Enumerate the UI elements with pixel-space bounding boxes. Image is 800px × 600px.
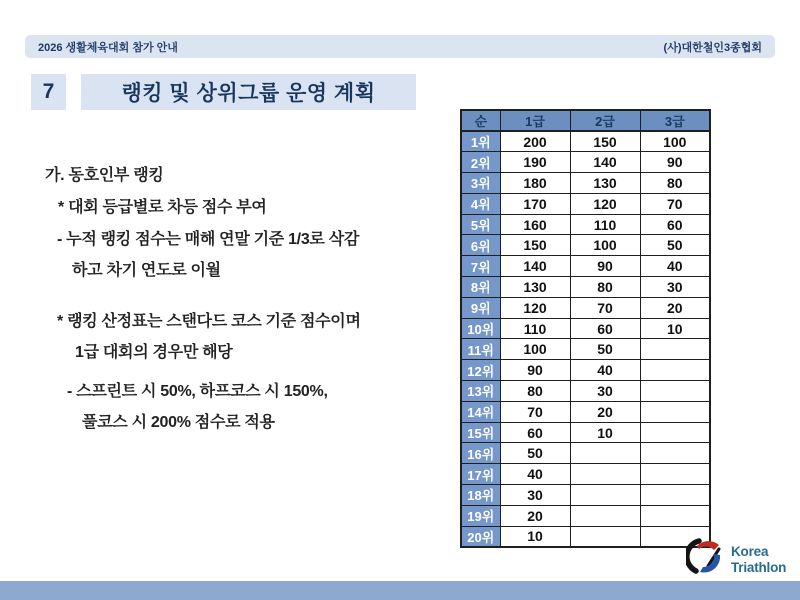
score-cell: 30	[570, 381, 640, 402]
rank-cell: 16위	[461, 443, 500, 464]
score-cell: 130	[500, 277, 570, 298]
table-row	[461, 464, 710, 485]
rank-cell: 5위	[461, 214, 500, 235]
score-cell: 30	[500, 485, 570, 506]
triathlon-swirl-icon	[686, 536, 726, 583]
score-cell: 70	[640, 193, 710, 214]
slide-header-bar	[25, 35, 775, 58]
score-cell: 10	[570, 422, 640, 443]
rank-cell: 17위	[461, 464, 500, 485]
score-cell: 50	[570, 339, 640, 360]
score-cell	[570, 485, 640, 506]
score-cell: 170	[500, 193, 570, 214]
table-header-row	[461, 110, 710, 131]
table-row	[461, 360, 710, 381]
score-cell: 20	[570, 401, 640, 422]
table-row	[461, 339, 710, 360]
rank-cell: 6위	[461, 235, 500, 256]
table-row	[461, 131, 710, 152]
score-cell: 140	[500, 256, 570, 277]
score-cell	[570, 464, 640, 485]
score-cell: 60	[570, 318, 640, 339]
score-cell: 20	[500, 505, 570, 526]
body-line-carry-over: 하고 차기 연도로 이월	[72, 262, 221, 279]
rank-cell: 14위	[461, 401, 500, 422]
table-row	[461, 443, 710, 464]
logo-wordmark	[731, 544, 786, 576]
score-cell: 200	[500, 131, 570, 152]
score-cell	[640, 339, 710, 360]
rank-cell: 19위	[461, 505, 500, 526]
score-cell: 10	[640, 318, 710, 339]
body-line-yearly-reduction: - 누적 랭킹 점수는 매해 연말 기준 1/3로 삭감	[57, 231, 360, 248]
score-cell: 80	[640, 173, 710, 194]
rank-cell: 4위	[461, 193, 500, 214]
table-row	[461, 277, 710, 298]
score-cell	[640, 464, 710, 485]
rank-cell: 10위	[461, 318, 500, 339]
score-cell: 130	[570, 173, 640, 194]
body-line-grade1-only: 1급 대회의 경우만 해당	[75, 344, 233, 361]
ranking-table-container	[460, 109, 711, 548]
header-left-title: 2026 생활체육대회 참가 안내	[38, 41, 178, 54]
score-cell: 20	[640, 297, 710, 318]
score-cell: 100	[640, 131, 710, 152]
score-cell: 100	[500, 339, 570, 360]
score-cell: 40	[500, 464, 570, 485]
section-title: 랭킹 및 상위그룹 운영 계획	[81, 74, 416, 110]
score-cell: 150	[500, 235, 570, 256]
rank-cell: 3위	[461, 173, 500, 194]
rank-cell: 1위	[461, 131, 500, 152]
score-cell: 80	[570, 277, 640, 298]
score-cell: 120	[500, 297, 570, 318]
score-cell	[640, 485, 710, 506]
logo-word-korea: Korea	[731, 543, 769, 559]
rank-cell: 12위	[461, 360, 500, 381]
table-row	[461, 193, 710, 214]
score-cell: 150	[570, 131, 640, 152]
score-cell	[570, 505, 640, 526]
column-header-grade3: 3급	[640, 110, 710, 131]
score-cell	[640, 381, 710, 402]
score-cell	[640, 360, 710, 381]
score-cell: 90	[570, 256, 640, 277]
score-cell: 70	[500, 401, 570, 422]
score-cell: 30	[640, 277, 710, 298]
table-row	[461, 214, 710, 235]
rank-cell: 18위	[461, 485, 500, 506]
score-cell: 70	[570, 297, 640, 318]
score-cell: 120	[570, 193, 640, 214]
score-cell: 140	[570, 152, 640, 173]
rank-cell: 20위	[461, 526, 500, 547]
korea-triathlon-logo	[686, 536, 786, 583]
rank-cell: 7위	[461, 256, 500, 277]
rank-cell: 15위	[461, 422, 500, 443]
table-row	[461, 297, 710, 318]
score-cell: 100	[570, 235, 640, 256]
table-row	[461, 526, 710, 547]
score-cell: 40	[640, 256, 710, 277]
score-cell	[640, 505, 710, 526]
score-cell: 60	[500, 422, 570, 443]
score-cell	[640, 401, 710, 422]
score-cell: 50	[500, 443, 570, 464]
body-line-full-percent: 풀코스 시 200% 점수로 적용	[82, 414, 275, 431]
score-cell: 60	[640, 214, 710, 235]
column-header-grade2: 2급	[570, 110, 640, 131]
rank-cell: 2위	[461, 152, 500, 173]
score-cell	[570, 443, 640, 464]
score-cell: 90	[500, 360, 570, 381]
score-cell	[640, 422, 710, 443]
table-row	[461, 152, 710, 173]
table-row	[461, 381, 710, 402]
body-line-sprint-half-percent: - 스프린트 시 50%, 하프코스 시 150%,	[67, 383, 328, 400]
footer-accent-bar	[0, 581, 800, 600]
column-header-rank: 순	[461, 110, 500, 131]
ranking-table-body	[461, 131, 710, 547]
table-row	[461, 401, 710, 422]
header-right-org: (사)대한철인3종협회	[663, 41, 762, 54]
score-cell	[570, 526, 640, 547]
table-row	[461, 235, 710, 256]
score-cell: 50	[640, 235, 710, 256]
body-line-standard-course-basis: * 랭킹 산정표는 스탠다드 코스 기준 점수이며	[57, 313, 361, 330]
rank-cell: 9위	[461, 297, 500, 318]
table-row	[461, 173, 710, 194]
score-cell: 110	[500, 318, 570, 339]
table-row	[461, 256, 710, 277]
rank-cell: 8위	[461, 277, 500, 298]
score-cell: 110	[570, 214, 640, 235]
score-cell: 90	[640, 152, 710, 173]
score-cell: 160	[500, 214, 570, 235]
column-header-grade1: 1급	[500, 110, 570, 131]
table-row	[461, 505, 710, 526]
score-cell: 40	[570, 360, 640, 381]
table-row	[461, 422, 710, 443]
rank-cell: 13위	[461, 381, 500, 402]
section-number-box: 7	[31, 74, 66, 110]
body-line-ranking-heading: 가. 동호인부 랭킹	[45, 167, 164, 184]
score-cell: 80	[500, 381, 570, 402]
table-row	[461, 485, 710, 506]
score-cell: 10	[500, 526, 570, 547]
score-cell: 190	[500, 152, 570, 173]
logo-word-triathlon: Triathlon	[731, 559, 787, 575]
score-cell	[640, 443, 710, 464]
body-line-points-by-grade: * 대회 등급별로 차등 점수 부여	[58, 199, 267, 216]
ranking-points-table	[460, 109, 711, 548]
score-cell: 180	[500, 173, 570, 194]
rank-cell: 11위	[461, 339, 500, 360]
table-row	[461, 318, 710, 339]
